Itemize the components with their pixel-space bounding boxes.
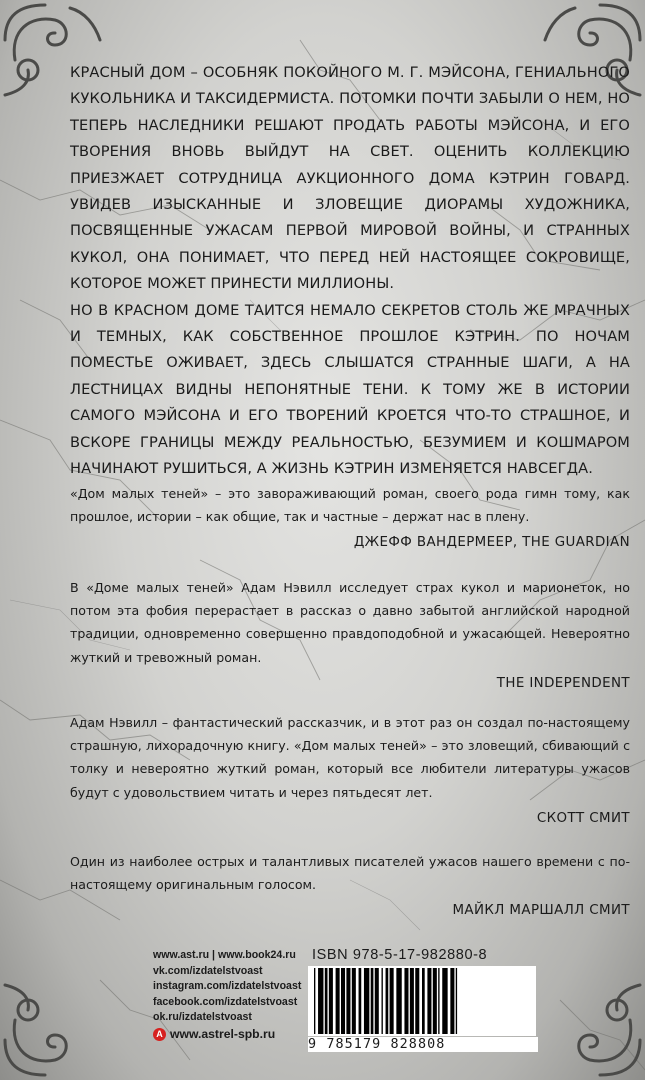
barcode-bar	[329, 968, 333, 1034]
barcode-icon	[308, 966, 536, 1036]
publisher-links	[153, 948, 303, 1043]
isbn-text: ISBN 978-5-17-982880-8	[312, 947, 488, 963]
barcode-bar	[390, 968, 394, 1034]
instagram-link[interactable]: instagram.com/izdatelstvoast	[153, 980, 302, 993]
barcode-bar	[352, 968, 356, 1034]
barcode-bar	[415, 968, 419, 1034]
review-quote	[70, 850, 630, 923]
quote-author: СКОТТ СМИТ	[536, 810, 630, 826]
barcode-bar	[382, 968, 383, 1034]
barcode-bar	[371, 968, 374, 1034]
barcode-bar	[364, 968, 369, 1034]
quote-text: Один из наиболее острых и талантливых писателей ужасов нашего времени с по-настоящему оригинальным голосом.	[70, 854, 630, 893]
review-quote	[70, 711, 630, 831]
annotation-paragraph: НО В КРАСНОМ ДОМЕ ТАИТСЯ НЕМАЛО СЕКРЕТОВ СТОЛЬ ЖЕ МРАЧНЫХ И ТЕМНЫХ, КАК СОБСТВЕННОЕ ПРОШЛОЕ КЭТРИН. ПО НОЧАМ ПОМЕСТЬЕ ОЖИВАЕТ, ЗДЕСЬ СЛЫШАТСЯ СТРАННЫЕ ШАГИ, А НА ЛЕСТНИЦАХ ВИДНЫ НЕПОНЯТНЫЕ ТЕНИ. К ТОМУ ЖЕ В ИСТОРИИ САМОГО МЭЙСОНА И ЕГО ТВОРЕНИЙ КРОЕТСЯ ЧТО-ТО СТРАШНОЕ, И ВСКОРЕ ГРАНИЦЫ МЕЖДУ РЕАЛЬНОСТЬЮ, БЕЗУМИЕМ И КОШМАРОМ НАЧИНАЮТ РУШИТЬСЯ, А ЖИЗНЬ КЭТРИН ИЗМЕНЯЕТСЯ НАВСЕГДА.	[70, 301, 630, 478]
website-link[interactable]: www.ast.ru | www.book24.ru	[153, 949, 296, 961]
annotation-paragraph: КРАСНЫЙ ДОМ – ОСОБНЯК ПОКОЙНОГО М. Г. МЭЙСОНА, ГЕНИАЛЬНОГО КУКОЛЬНИКА И ТАКСИДЕРМИСТА. ПОТОМКИ ПОЧТИ ЗАБЫЛИ О НЕМ, НО ТЕПЕРЬ НАСЛЕДНИКИ РЕШАЮТ ПРОДАТЬ РАБОТЫ МЭЙСОНА, И ЕГО ТВОРЕНИЯ ВНОВЬ ВЫЙДУТ НА СВЕТ. ОЦЕНИТЬ КОЛЛЕКЦИЮ ПРИЕЗЖАЕТ СОТРУДНИЦА АУКЦИОННОГО ДОМА КЭТРИН ГОВАРД. УВИДЕВ ИЗЫСКАННЫЕ И ЗЛОВЕЩИЕ ДИОРАМЫ ХУДОЖНИКА, ПОСВЯЩЕННЫЕ УЖАСАМ ПЕРВОЙ МИРОВОЙ ВОЙНЫ, И СТРАННЫХ КУКОЛ, ОНА ПОНИМАЕТ, ЧТО ПЕРЕД НЕЙ НАСТОЯЩЕЕ СОКРОВИЩЕ, КОТОРОЕ МОЖЕТ ПРИНЕСТИ МИЛЛИОНЫ.	[70, 64, 630, 293]
quote-text: В «Доме малых теней» Адам Нэвилл исследует страх кукол и марионеток, но потом эта фобия перерастает в рассказ о давно забытой английской народной традиции, одновременно совершенно правдоподобной и ужасающей. Невероятно жуткий и тревожный роман.	[70, 580, 630, 665]
barcode-bar	[375, 968, 379, 1034]
barcode-bar	[422, 968, 425, 1034]
barcode-bar	[325, 968, 328, 1034]
barcode-bar	[396, 968, 401, 1034]
barcode-block	[308, 947, 538, 1052]
barcode-bar	[346, 968, 350, 1034]
barcode-bar	[438, 968, 439, 1034]
review-quote	[70, 482, 630, 555]
quote-author: ДЖЕФФ ВАНДЕРМЕЕР, THE GUARDIAN	[353, 535, 630, 551]
astrel-site-label: www.astrel-spb.ru	[170, 1026, 276, 1041]
quote-text: «Дом малых теней» – это завораживающий роман, своего рода гимн тому, как прошлое, истории – как общие, так и частные – держат нас в плену.	[70, 486, 630, 525]
vk-link[interactable]: vk.com/izdatelstvoast	[153, 964, 263, 977]
quote-author: МАЙКЛ МАРШАЛЛ СМИТ	[452, 903, 630, 919]
barcode-bar	[341, 968, 345, 1034]
barcode-bar	[442, 968, 447, 1034]
quote-text: Адам Нэвилл – фантастический рассказчик, и в этот раз он создал по-настоящему страшную, лихорадочную книгу. «Дом малых теней» – это зловещий, сбивающий с толку и невероятно жуткий роман, который все любители литературы ужасов будут с удовольствием читать и через пятьдесят лет.	[70, 715, 630, 800]
ean-digits: 9 785179 828808	[308, 1037, 538, 1052]
barcode-bar	[336, 968, 340, 1034]
barcode-bar	[404, 968, 408, 1034]
ok-link[interactable]: ok.ru/izdatelstvoast	[153, 1011, 252, 1024]
barcode-bar	[456, 968, 457, 1034]
corner-ornament-bottom-right	[535, 970, 645, 1080]
barcode-bar	[318, 968, 323, 1034]
barcode-bar	[450, 968, 454, 1034]
barcode-bar	[314, 968, 315, 1034]
facebook-link[interactable]: facebook.com/izdatelstvoast	[153, 995, 298, 1008]
quote-author: THE INDEPENDENT	[496, 675, 630, 691]
barcode-bar	[359, 968, 362, 1034]
barcode-bar	[433, 968, 437, 1034]
barcode-bar	[427, 968, 431, 1034]
barcode-bar	[410, 968, 414, 1034]
publisher-logo-icon: А	[153, 1028, 166, 1041]
corner-ornament-bottom-left	[0, 970, 110, 1080]
astrel-site[interactable]	[153, 1027, 303, 1043]
barcode-bar	[386, 968, 389, 1034]
review-quote	[70, 576, 630, 696]
book-annotation	[70, 60, 630, 483]
